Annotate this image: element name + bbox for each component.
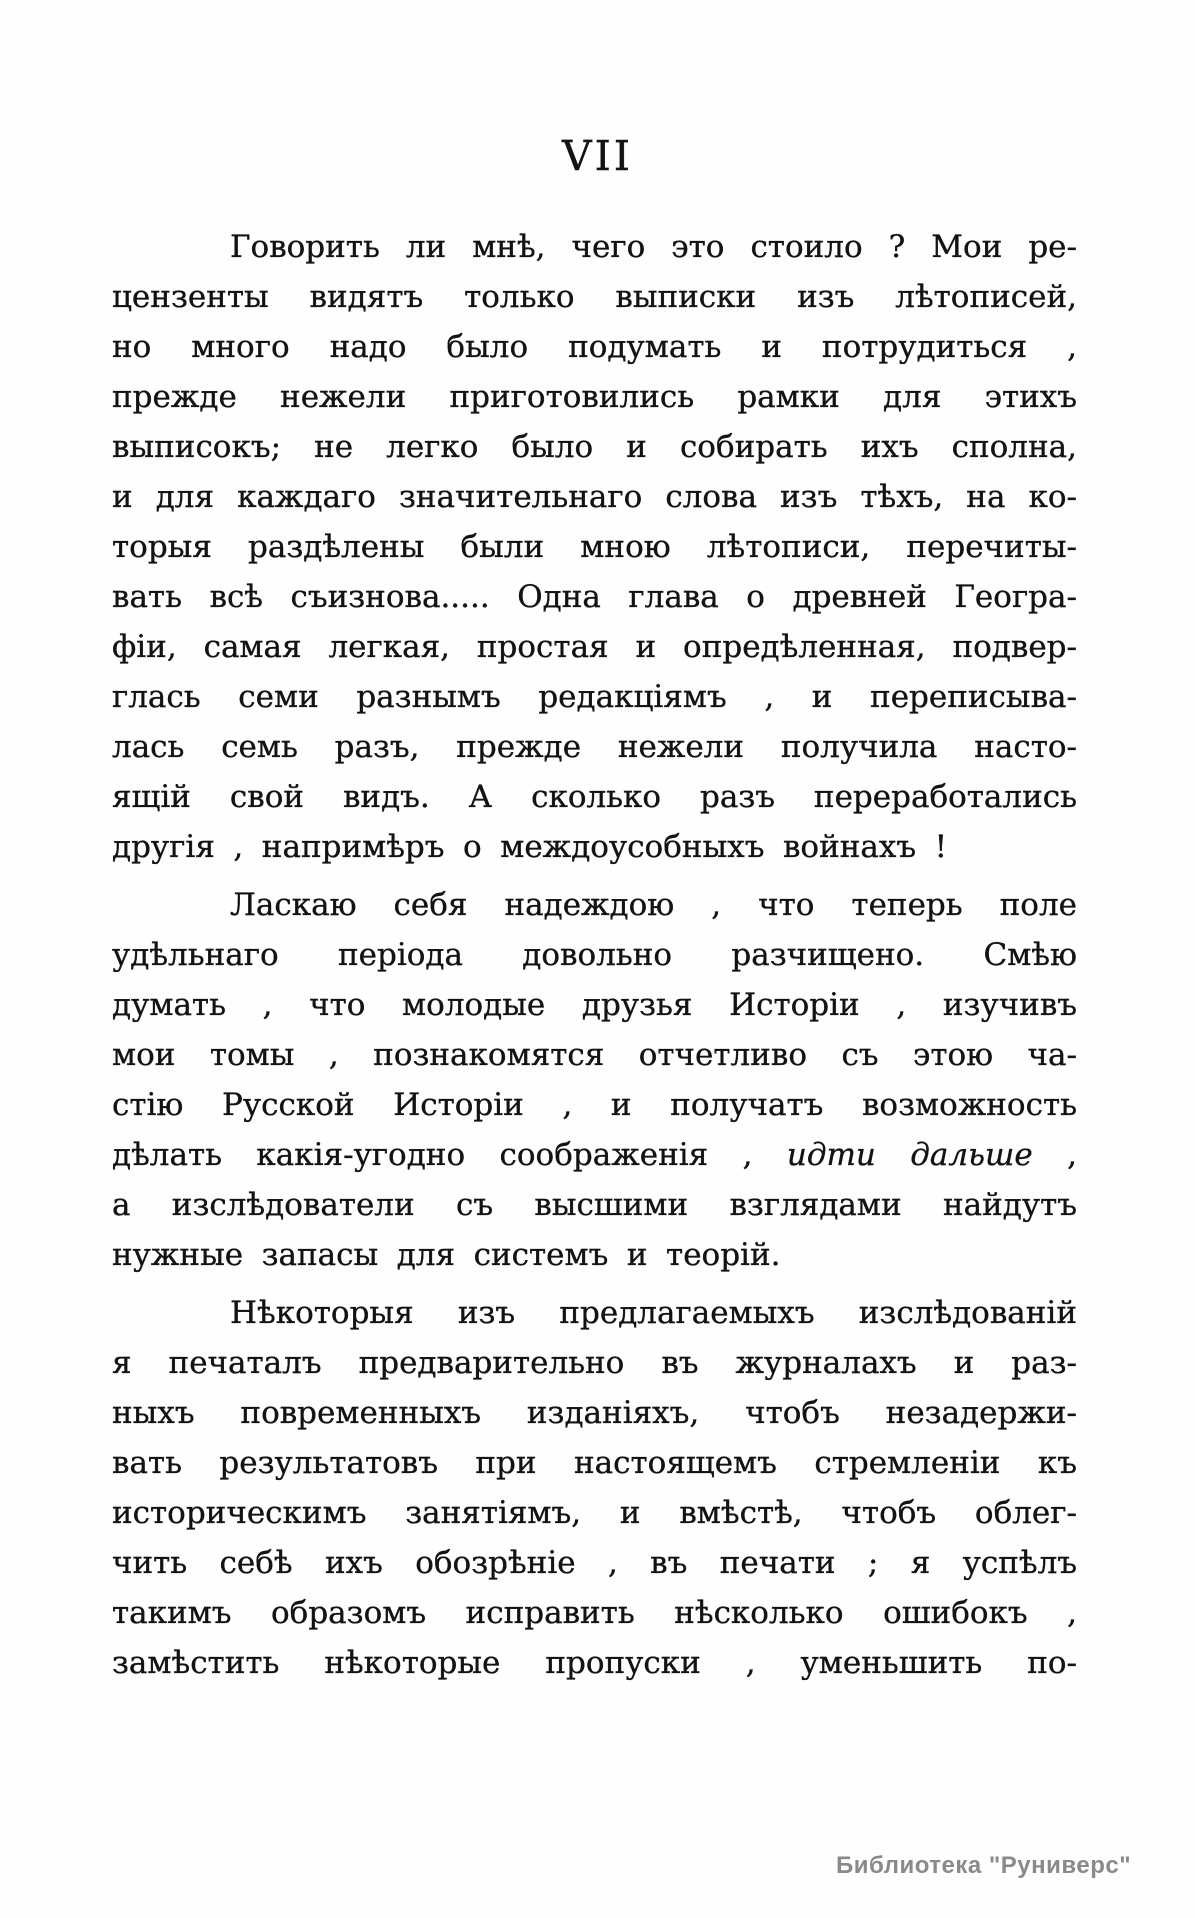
text-segment: другія , напримѣръ о междоусобныхъ войнахъ !: [112, 829, 948, 865]
text-line: [112, 722, 1077, 772]
text-segment: ,: [1032, 1137, 1077, 1173]
text-segment: вать результатовъ при настоящемъ стремленіи къ: [112, 1445, 1077, 1481]
page-number: VII: [561, 132, 633, 180]
text-segment: чить себѣ ихъ обозрѣніе , въ печати ; я успѣлъ: [112, 1545, 1077, 1581]
text-line: [112, 1080, 1077, 1130]
text-segment: замѣстить нѣкоторые пропуски , уменьшить по-: [112, 1645, 1077, 1681]
text-segment: историческимъ занятіямъ, и вмѣстѣ, чтобъ облег-: [112, 1495, 1077, 1531]
text-segment: нужные запасы для системъ и теорій.: [112, 1237, 781, 1273]
text-line: [112, 322, 1077, 372]
text-line: [112, 372, 1077, 422]
text-segment: вать всѣ съизнова..... Одна глава о древней Геогра-: [112, 579, 1077, 615]
text-line: [112, 672, 1077, 722]
italic-phrase: идти дальше: [786, 1137, 1033, 1173]
text-segment: думать , что молодые друзья Исторіи , изучивъ: [112, 987, 1077, 1023]
text-line: [112, 1180, 1077, 1230]
text-line: [112, 822, 1077, 872]
text-segment: лась семь разъ, прежде нежели получила насто-: [112, 729, 1077, 765]
text-line: [112, 472, 1077, 522]
text-segment: мои томы , познакомятся отчетливо съ этою ча-: [112, 1037, 1077, 1073]
text-segment: прежде нежели приготовились рамки для этихъ: [112, 379, 1077, 415]
text-segment: ныхъ повременныхъ изданіяхъ, чтобъ незадержи-: [112, 1395, 1077, 1431]
text-segment: такимъ образомъ исправить нѣсколько ошибокъ ,: [112, 1595, 1077, 1631]
text-line: [112, 222, 1077, 272]
text-line: [112, 1488, 1077, 1538]
text-segment: выписокъ; не легко было и собирать ихъ сполна,: [112, 429, 1077, 465]
text-line: [112, 1288, 1077, 1338]
text-line: [112, 930, 1077, 980]
text-line: [112, 1438, 1077, 1488]
paragraph: [112, 880, 1077, 1280]
body-text: [112, 222, 1077, 1688]
library-watermark: Библиотека "Руниверс": [836, 1852, 1132, 1879]
text-line: [112, 422, 1077, 472]
text-segment: ящій свой видъ. А сколько разъ переработались: [112, 779, 1077, 815]
text-line: [112, 980, 1077, 1030]
text-segment: Нѣкоторыя изъ предлагаемыхъ изслѣдованій: [230, 1295, 1077, 1331]
text-segment: стію Русской Исторіи , и получатъ возможность: [112, 1087, 1077, 1123]
text-segment: дѣлать какія-угодно соображенія ,: [112, 1137, 787, 1173]
text-line: [112, 1588, 1077, 1638]
paragraph: [112, 1288, 1077, 1688]
text-segment: а изслѣдователи съ высшими взглядами найдутъ: [112, 1187, 1077, 1223]
text-line: [112, 1130, 1077, 1180]
text-segment: Ласкаю себя надеждою , что теперь поле: [230, 887, 1077, 923]
text-segment: я печаталъ предварительно въ журналахъ и раз-: [112, 1345, 1077, 1381]
text-segment: цензенты видятъ только выписки изъ лѣтописей,: [112, 279, 1077, 315]
text-segment: но много надо было подумать и потрудиться ,: [112, 329, 1077, 365]
text-line: [112, 1030, 1077, 1080]
text-segment: глась семи разнымъ редакціямъ , и переписыва-: [112, 679, 1077, 715]
text-segment: Говорить ли мнѣ, чего это стоило ? Мои ре-: [230, 229, 1077, 265]
text-segment: и для каждаго значительнаго слова изъ тѣхъ, на ко-: [112, 479, 1077, 515]
text-line: [112, 272, 1077, 322]
text-line: [112, 572, 1077, 622]
paragraph: [112, 222, 1077, 872]
text-line: [112, 1230, 1077, 1280]
text-line: [112, 622, 1077, 672]
text-line: [112, 880, 1077, 930]
text-segment: торыя раздѣлены были мною лѣтописи, перечиты-: [112, 529, 1077, 565]
text-line: [112, 1388, 1077, 1438]
text-segment: фіи, самая легкая, простая и опредѣленная, подвер-: [112, 629, 1077, 665]
text-line: [112, 522, 1077, 572]
text-segment: удѣльнаго періода довольно разчищено. Смѣю: [112, 937, 1077, 973]
text-line: [112, 1338, 1077, 1388]
text-line: [112, 1638, 1077, 1688]
text-line: [112, 1538, 1077, 1588]
text-line: [112, 772, 1077, 822]
